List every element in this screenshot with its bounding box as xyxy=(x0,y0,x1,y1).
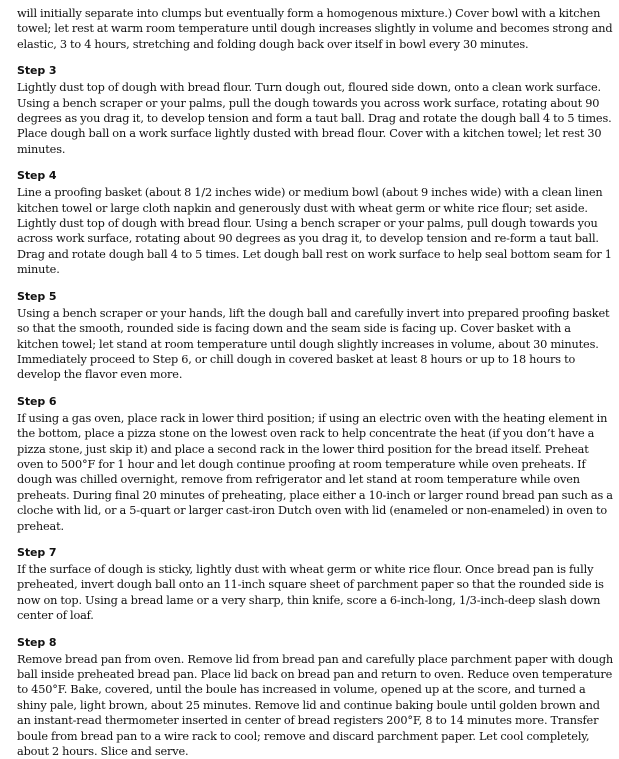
step-7 xyxy=(17,546,614,624)
step-5 xyxy=(17,290,614,383)
step-text: If using a gas oven, place rack in lower third position; if using an electric oven with the heating element in the bottom, place a pizza stone on the lowest oven rack to help concentrate the heat (if you don’t have a pizza stone, just skip it) and place a second rack in the lower third position for the bread itself. Preheat oven to 500°F for 1 hour and let dough continue proofing at room temperature while oven preheats. If dough was chilled overnight, remove from refrigerator and let stand at room temperature while oven preheats. During final 20 minutes of preheating, place either a 10-inch or larger round bread pan such as a cloche with lid, or a 5-quart or larger cast-iron Dutch oven with lid (enameled or non-enameled) in oven to preheat. xyxy=(17,411,613,533)
step-6 xyxy=(17,395,614,534)
step-4 xyxy=(17,169,614,277)
step-heading: Step 4 xyxy=(17,169,57,183)
step-heading: Step 6 xyxy=(17,394,57,408)
step-heading: Step 3 xyxy=(17,64,57,78)
step-text: Lightly dust top of dough with bread flour. Turn dough out, floured side down, onto a clean work surface. Using a bench scraper or your palms, pull the dough towards you across work surface, rotating about 90 degrees as you drag it, to develop tension and form a taut ball. Drag and rotate the dough ball 4 to 5 times. Place dough ball on a work surface lightly dusted with bread flour. Cover with a kitchen towel; let rest 30 minutes. xyxy=(17,81,612,156)
recipe-instructions xyxy=(17,6,614,759)
step-heading: Step 7 xyxy=(17,545,57,559)
intro-paragraph: will initially separate into clumps but eventually form a homogenous mixture.) Cover bowl with a kitchen towel; let rest at warm room temperature until dough increases slightly in volume and becomes strong and elastic, 3 to 4 hours, stretching and folding dough back over itself in bowl every 30 minutes. xyxy=(17,7,613,51)
step-3 xyxy=(17,64,614,157)
step-text: Line a proofing basket (about 8 1/2 inches wide) or medium bowl (about 9 inches wide) with a clean linen kitchen towel or large cloth napkin and generously dust with wheat germ or white rice flour; set aside. Lightly dust top of dough with bread flour. Using a bench scraper or your palms, pull dough towards you across work surface, rotating about 90 degrees as you drag it, to develop tension and re-form a taut ball. Drag and rotate dough ball 4 to 5 times. Let dough ball rest on work surface to help seal bottom seam for 1 minute. xyxy=(17,186,612,277)
step-heading: Step 5 xyxy=(17,289,57,303)
step-text: Using a bench scraper or your hands, lift the dough ball and carefully invert into prepared proofing basket so that the smooth, rounded side is facing down and the seam side is facing up. Cover basket with a kitchen towel; let stand at room temperature until dough slightly increases in volume, about 30 minutes. Immediately proceed to Step 6, or chill dough in covered basket at least 8 hours or up to 18 hours to develop the flavor even more. xyxy=(17,306,610,382)
step-text: Remove bread pan from oven. Remove lid from bread pan and carefully place parchment paper with dough ball inside preheated bread pan. Place lid back on bread pan and return to oven. Reduce oven temperature to 450°F. Bake, covered, until the boule has increased in volume, opened up at the score, and turned a shiny pale, light brown, about 25 minutes. Remove lid and continue baking boule until golden brown and an instant-read thermometer inserted in center of bread registers 200°F, 8 to 14 minutes more. Transfer boule from bread pan to a wire rack to cool; remove and discard parchment paper. Let cool completely, about 2 hours. Slice and serve. xyxy=(17,652,614,759)
step-8 xyxy=(17,636,614,759)
step-heading: Step 8 xyxy=(17,635,57,649)
step-text: If the surface of dough is sticky, lightly dust with wheat germ or white rice flour. Once bread pan is fully preheated, invert dough ball onto an 11-inch square sheet of parchment paper so that the rounded side is now on top. Using a bread lame or a very sharp, thin knife, score a 6-inch-long, 1/3-inch-deep slash down center of loaf. xyxy=(17,562,604,623)
